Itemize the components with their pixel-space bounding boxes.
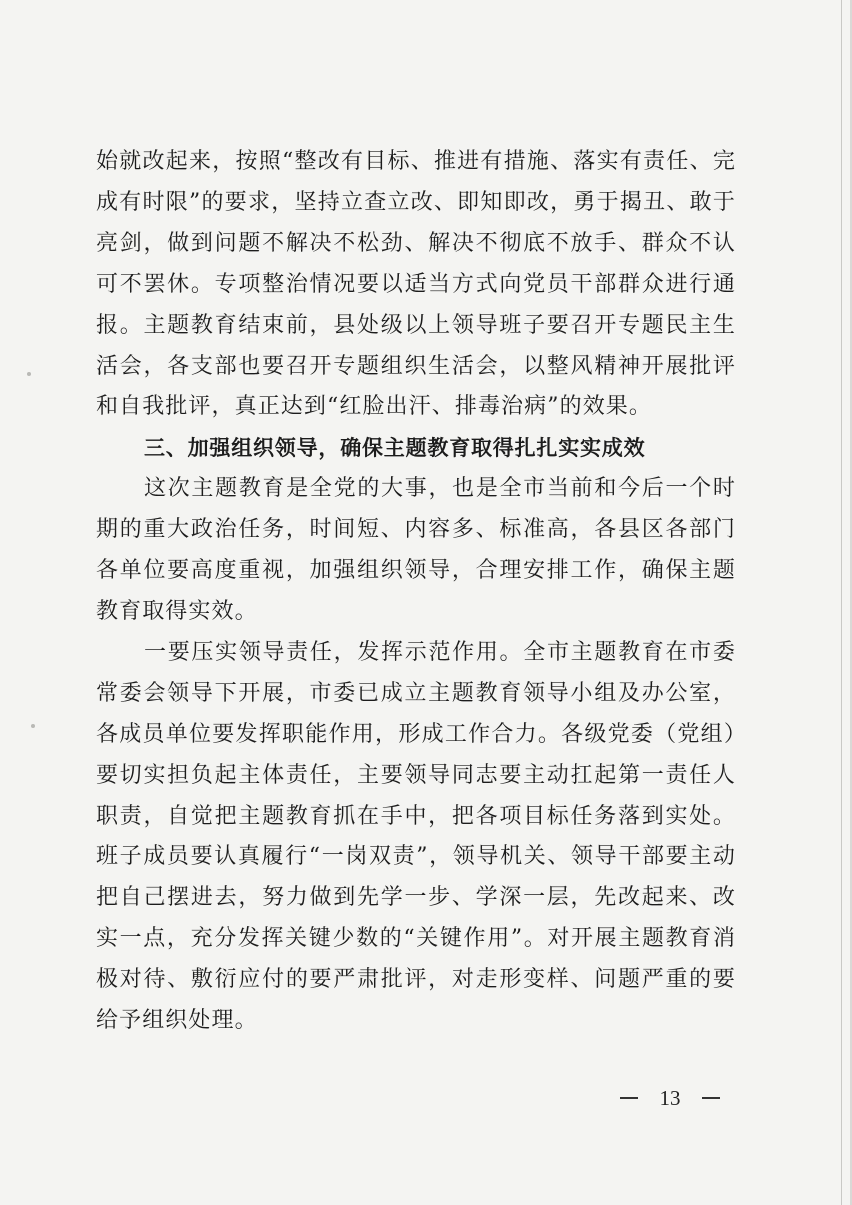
page-number-value: 13 bbox=[659, 1085, 681, 1110]
page-number-right-dash bbox=[702, 1097, 720, 1099]
page-number-left-dash bbox=[620, 1097, 638, 1099]
paragraph-intro: 这次主题教育是全党的大事，也是全市当前和今后一个时期的重大政治任务，时间短、内容多、标准高，各县区各部门各单位要高度重视，加强组织领导，合理安排工作，确保主题教育取得实效。 bbox=[96, 476, 736, 624]
scan-speck bbox=[27, 372, 31, 376]
section-heading: 三、加强组织领导，确保主题教育取得扎扎实实成效 bbox=[144, 436, 646, 461]
scan-edge bbox=[841, 0, 842, 1205]
document-body bbox=[96, 142, 736, 1042]
paragraph-continued: 始就改起来，按照“整改有目标、推进有措施、落实有责任、完成有时限”的要求，坚持立查立改、即知即改，勇于揭丑、敢于亮剑，做到问题不解决不松劲、解决不彻底不放手、群众不认可不罢休。专项整治情况要以适当方式向党员干部群众进行通报。主题教育结束前，县处级以上领导班子要召开专题民主生活会，各支部也要召开专题组织生活会，以整风精神开展批评和自我批评，真正达到“红脸出汗、排毒治病”的效果。 bbox=[96, 149, 736, 420]
paragraph-leadership: 一要压实领导责任，发挥示范作用。全市主题教育在市委常委会领导下开展，市委已成立主题教育领导小组及办公室，各成员单位要发挥职能作用，形成工作合力。各级党委（党组）要切实担负起主体责任，主要领导同志要主动扛起第一责任人职责，自觉把主题教育抓在手中，把各项目标任务落到实处。班子成员要认真履行“一岗双责”，领导机关、领导干部要主动把自己摆进去，努力做到先学一步、学深一层，先改起来、改实一点，充分发挥关键少数的“关键作用”。对开展主题教育消极对待、敷衍应付的要严肃批评，对走形变样、问题严重的要给予组织处理。 bbox=[96, 639, 736, 1034]
page-number bbox=[620, 1083, 720, 1113]
scan-speck bbox=[31, 724, 35, 728]
